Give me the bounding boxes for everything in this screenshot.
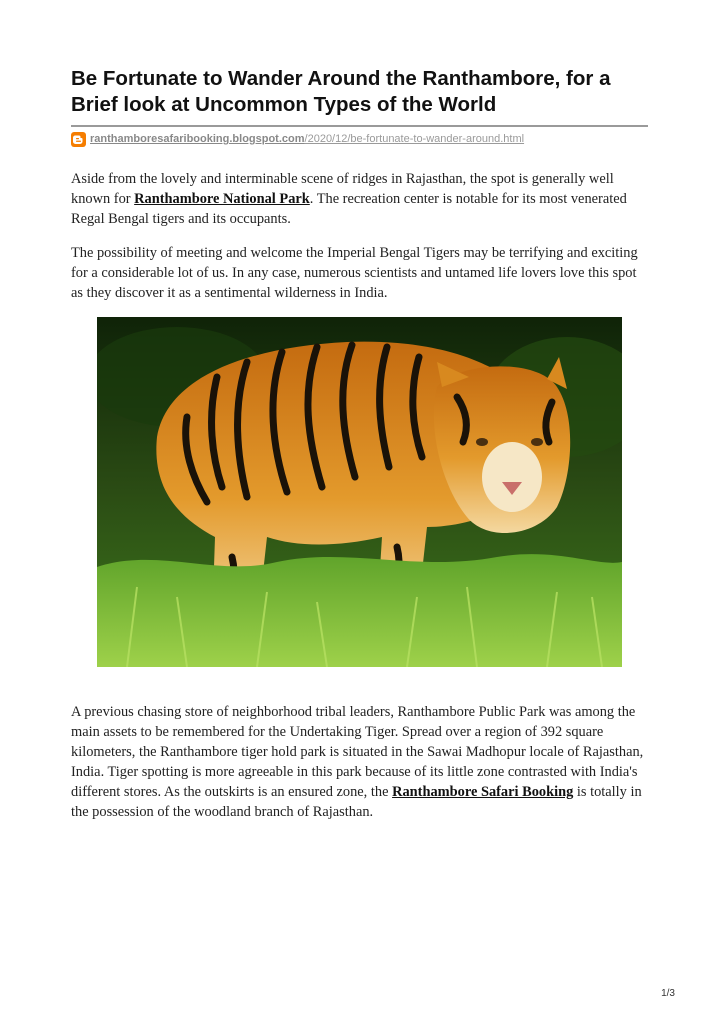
paragraph-3 bbox=[71, 702, 651, 822]
source-link[interactable] bbox=[71, 131, 524, 147]
title-divider bbox=[71, 125, 648, 127]
paragraph-3-text-before: A previous chasing store of neighborhood tribal leaders, Ranthambore Public Park was among the main assets to be remembered for the Undertaking Tiger. Spread over a region of 392 square kilometers, the Ranthambore tiger hold park is situated in the Sawai Madhopur locale of Rajasthan, India. Tiger spotting is more agreeable in this park because of its little zone contrasted with India's different stores. As the outskirts is an ensured zone, the bbox=[71, 704, 644, 800]
paragraph-1-text-after: . The recreation center is notable for its most venerated Regal Bengal tigers and its occupants. bbox=[71, 191, 627, 227]
source-path[interactable]: /2020/12/be-fortunate-to-wander-around.html bbox=[304, 133, 525, 145]
paragraph-1-text-before: Aside from the lovely and interminable scene of ridges in Rajasthan, the spot is generally well known for bbox=[71, 171, 614, 207]
page-number: 1/3 bbox=[661, 988, 675, 999]
source-domain[interactable]: ranthamboresafaribooking.blogspot.com bbox=[90, 133, 305, 145]
blogger-icon bbox=[71, 132, 86, 147]
ranthambore-safari-booking-link[interactable]: Ranthambore Safari Booking bbox=[392, 784, 574, 800]
paragraph-2: The possibility of meeting and welcome the Imperial Bengal Tigers may be terrifying and exciting for a considerable lot of us. In any case, numerous scientists and untamed life lovers love this spot as they discover it as a sentimental wilderness in India. bbox=[71, 245, 638, 301]
tiger-photo bbox=[97, 317, 622, 667]
ranthambore-national-park-link[interactable]: Ranthambore National Park bbox=[134, 191, 310, 207]
article-title: Be Fortunate to Wander Around the Ranthambore, for a Brief look at Uncommon Types of the World bbox=[71, 67, 611, 116]
paragraph-1 bbox=[71, 169, 651, 229]
paragraph-3-text-after: is totally in the possession of the woodland branch of Rajasthan. bbox=[71, 784, 642, 820]
